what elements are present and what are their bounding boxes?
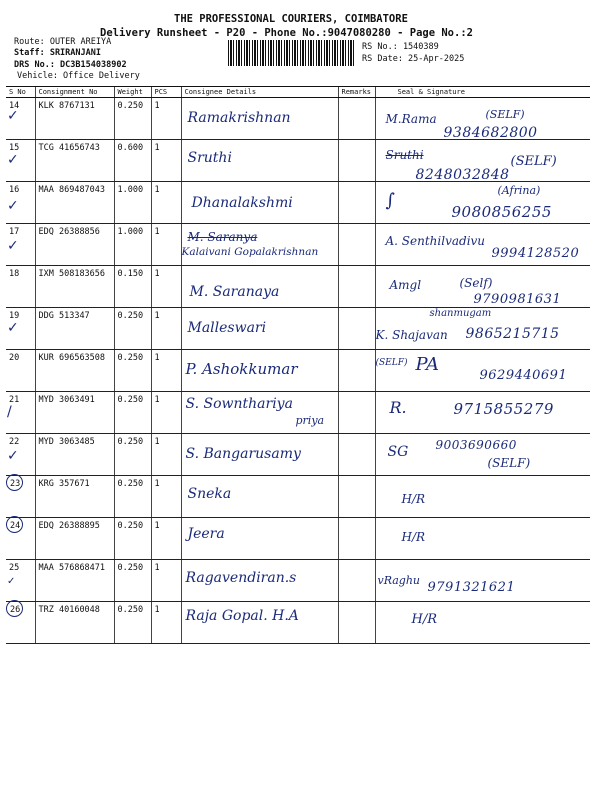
table-header-row [6,87,590,98]
consignee-name: S. Bangarusamy [185,446,301,462]
row-sno: 15 ✓ [6,140,35,182]
drs-number: DRS No.: DC3B154038902 [14,60,127,70]
consignee-name: Sruthi [187,150,232,166]
row-weight: 0.250 [114,98,151,140]
table-row [6,182,590,224]
check-mark-icon: ✓ [7,320,19,336]
phone-number: 9790981631 [473,292,562,307]
row-sno: 23 [6,476,35,518]
runsheet-subtitle: Delivery Runsheet - P20 - Phone No.:9047080280 - Page No.:2 [100,27,473,39]
row-weight: 0.250 [114,560,151,602]
table-row [6,98,590,140]
row-consignment-no: MYD 3063485 [35,434,114,476]
row-signature [375,98,590,140]
row-consignment-no: IXM 508183656 [35,266,114,308]
row-consignee [181,140,338,182]
row-remarks [338,476,375,518]
row-consignment-no: EDQ 26388895 [35,518,114,560]
col-header-weight: Weight [114,87,151,98]
consignee-name: Ragavendiran.s [185,570,297,586]
row-pcs: 1 [151,476,181,518]
row-weight: 1.000 [114,224,151,266]
consignee-name: M. Saranya [187,230,258,244]
row-weight: 0.250 [114,350,151,392]
row-pcs: 1 [151,560,181,602]
row-pcs: 1 [151,602,181,644]
row-sno: 14 ✓ [6,98,35,140]
consignee-name: P. Ashokkumar [185,360,298,378]
check-mark-icon: ✓ [7,448,19,464]
phone-number: 8248032848 [415,167,510,183]
receiver-note: shanmugam [429,308,492,319]
row-signature [375,434,590,476]
consignee-name: Ramakrishnan [187,110,291,126]
consignee-name: Sneka [187,486,232,502]
col-header-seal-signature: Seal & Signature [375,87,590,98]
phone-number: 9384682800 [443,125,538,141]
row-sno: 18 [6,266,35,308]
row-signature [375,350,590,392]
row-consignee [181,434,338,476]
row-remarks [338,182,375,224]
signature-scribble: M.Rama [385,112,437,126]
signature-scribble: Amgl [389,278,422,292]
route-label: Route: OUTER AREIYA [14,37,112,47]
row-weight: 0.250 [114,476,151,518]
signature-scribble: PA [415,354,439,375]
runsheet-table [6,86,590,644]
row-consignment-no: TRZ 40160048 [35,602,114,644]
row-weight: 0.250 [114,434,151,476]
consignee-name-alt: Kalaivani Gopalakrishnan [181,246,319,258]
row-signature [375,560,590,602]
row-weight: 0.250 [114,308,151,350]
col-header-sno: S No [6,87,35,98]
row-remarks [338,266,375,308]
row-consignment-no: KUR 696563508 [35,350,114,392]
receiver-note: (Self) [459,276,493,290]
row-sno: 26 [6,602,35,644]
table-row [6,308,590,350]
row-remarks [338,392,375,434]
check-mark-icon: ✓ [7,576,16,587]
check-mark-icon: ✓ [7,238,19,254]
signature-scribble: A. Senthilvadivu [385,234,486,248]
check-mark-icon: / [7,404,12,420]
row-remarks [338,308,375,350]
receiver-note: H/R [401,492,426,506]
check-mark-icon: ✓ [7,108,19,124]
signature-scribble: vRaghu [377,574,421,587]
row-sno: 21 / [6,392,35,434]
row-consignee [181,392,338,434]
table-row [6,224,590,266]
row-consignee [181,476,338,518]
phone-number: 9994128520 [491,246,580,261]
row-signature [375,518,590,560]
row-signature [375,140,590,182]
consignee-name: Raja Gopal. H.A [185,608,299,624]
table-row [6,476,590,518]
receiver-note: H/R [411,612,438,627]
row-weight: 0.150 [114,266,151,308]
row-consignment-no: KLK 8767131 [35,98,114,140]
row-consignee [181,308,338,350]
row-remarks [338,518,375,560]
company-title: THE PROFESSIONAL COURIERS, COIMBATORE [174,13,408,25]
row-weight: 0.600 [114,140,151,182]
row-remarks [338,434,375,476]
table-row [6,266,590,308]
receiver-note: (SELF) [510,154,557,169]
row-pcs: 1 [151,308,181,350]
phone-number: 9791321621 [427,580,516,595]
signature-scribble: Sruthi [385,148,424,162]
row-weight: 0.250 [114,518,151,560]
col-header-consignee: Consignee Details [181,87,338,98]
row-signature [375,266,590,308]
row-consignment-no: DDG 513347 [35,308,114,350]
row-remarks [338,350,375,392]
consignee-name: Dhanalakshmi [191,195,293,211]
barcode [228,40,356,66]
row-pcs: 1 [151,350,181,392]
row-sno: 20 [6,350,35,392]
table-row [6,350,590,392]
row-weight: 0.250 [114,392,151,434]
row-sno: 19 ✓ [6,308,35,350]
row-pcs: 1 [151,98,181,140]
row-remarks [338,98,375,140]
consignee-name: Malleswari [187,320,267,336]
row-signature [375,308,590,350]
rs-number: RS No.: 1540389 [362,42,439,52]
row-weight: 1.000 [114,182,151,224]
row-pcs: 1 [151,182,181,224]
row-pcs: 1 [151,224,181,266]
row-sno: 17 ✓ [6,224,35,266]
phone-number: 9003690660 [435,438,517,452]
row-pcs: 1 [151,434,181,476]
phone-number: 9080856255 [451,203,552,221]
row-sno: 25 ✓ [6,560,35,602]
receiver-note: (SELF) [487,456,531,470]
row-remarks [338,224,375,266]
receiver-note: H/R [401,530,426,544]
table-row [6,140,590,182]
table-row [6,602,590,644]
table-row [6,392,590,434]
signature-scribble: SG [387,444,409,460]
phone-number: 9715855279 [453,400,554,418]
row-consignment-no: EDQ 26388856 [35,224,114,266]
table-row [6,560,590,602]
phone-number: 9629440691 [479,368,568,383]
table-row [6,518,590,560]
row-pcs: 1 [151,518,181,560]
row-consignee [181,98,338,140]
row-consignee [181,224,338,266]
row-consignee [181,182,338,224]
signature-scribble: ∫ [385,190,395,211]
row-signature [375,476,590,518]
check-mark-icon: ✓ [7,152,19,168]
row-sno: 22 ✓ [6,434,35,476]
col-header-consignment: Consignment No [35,87,114,98]
row-consignment-no: MYD 3063491 [35,392,114,434]
col-header-pcs: PCS [151,87,181,98]
consignee-name: M. Saranaya [189,284,280,300]
row-pcs: 1 [151,392,181,434]
row-signature [375,224,590,266]
row-consignment-no: KRG 357671 [35,476,114,518]
receiver-note: (SELF) [485,108,525,121]
signature-scribble: R. [389,398,407,417]
row-sno: 16 ✓ [6,182,35,224]
receiver-note: (SELF) [375,358,408,368]
row-remarks [338,602,375,644]
receiver-note: (Afrina) [497,184,541,197]
row-consignee [181,560,338,602]
row-signature [375,182,590,224]
row-consignment-no: MAA 576868471 [35,560,114,602]
row-sno: 24 [6,518,35,560]
row-consignee [181,350,338,392]
row-consignee [181,266,338,308]
row-consignee [181,602,338,644]
staff-label: Staff: SRIRANJANI [14,48,101,58]
row-pcs: 1 [151,266,181,308]
row-consignment-no: MAA 869487043 [35,182,114,224]
row-consignee [181,518,338,560]
row-remarks [338,560,375,602]
vehicle-label: Vehicle: Office Delivery [17,71,140,81]
row-remarks [338,140,375,182]
row-signature [375,602,590,644]
row-signature [375,392,590,434]
consignee-name: S. Sownthariya [185,396,293,412]
row-consignment-no: TCG 41656743 [35,140,114,182]
rs-date: RS Date: 25-Apr-2025 [362,54,465,64]
table-row [6,434,590,476]
check-mark-icon: ✓ [7,198,19,214]
row-pcs: 1 [151,140,181,182]
col-header-remarks: Remarks [338,87,375,98]
row-weight: 0.250 [114,602,151,644]
signature-scribble: K. Shajavan [375,328,448,342]
consignee-name: Jeera [187,526,225,542]
consignee-name-alt: priya [295,414,325,427]
phone-number: 9865215715 [465,326,560,342]
